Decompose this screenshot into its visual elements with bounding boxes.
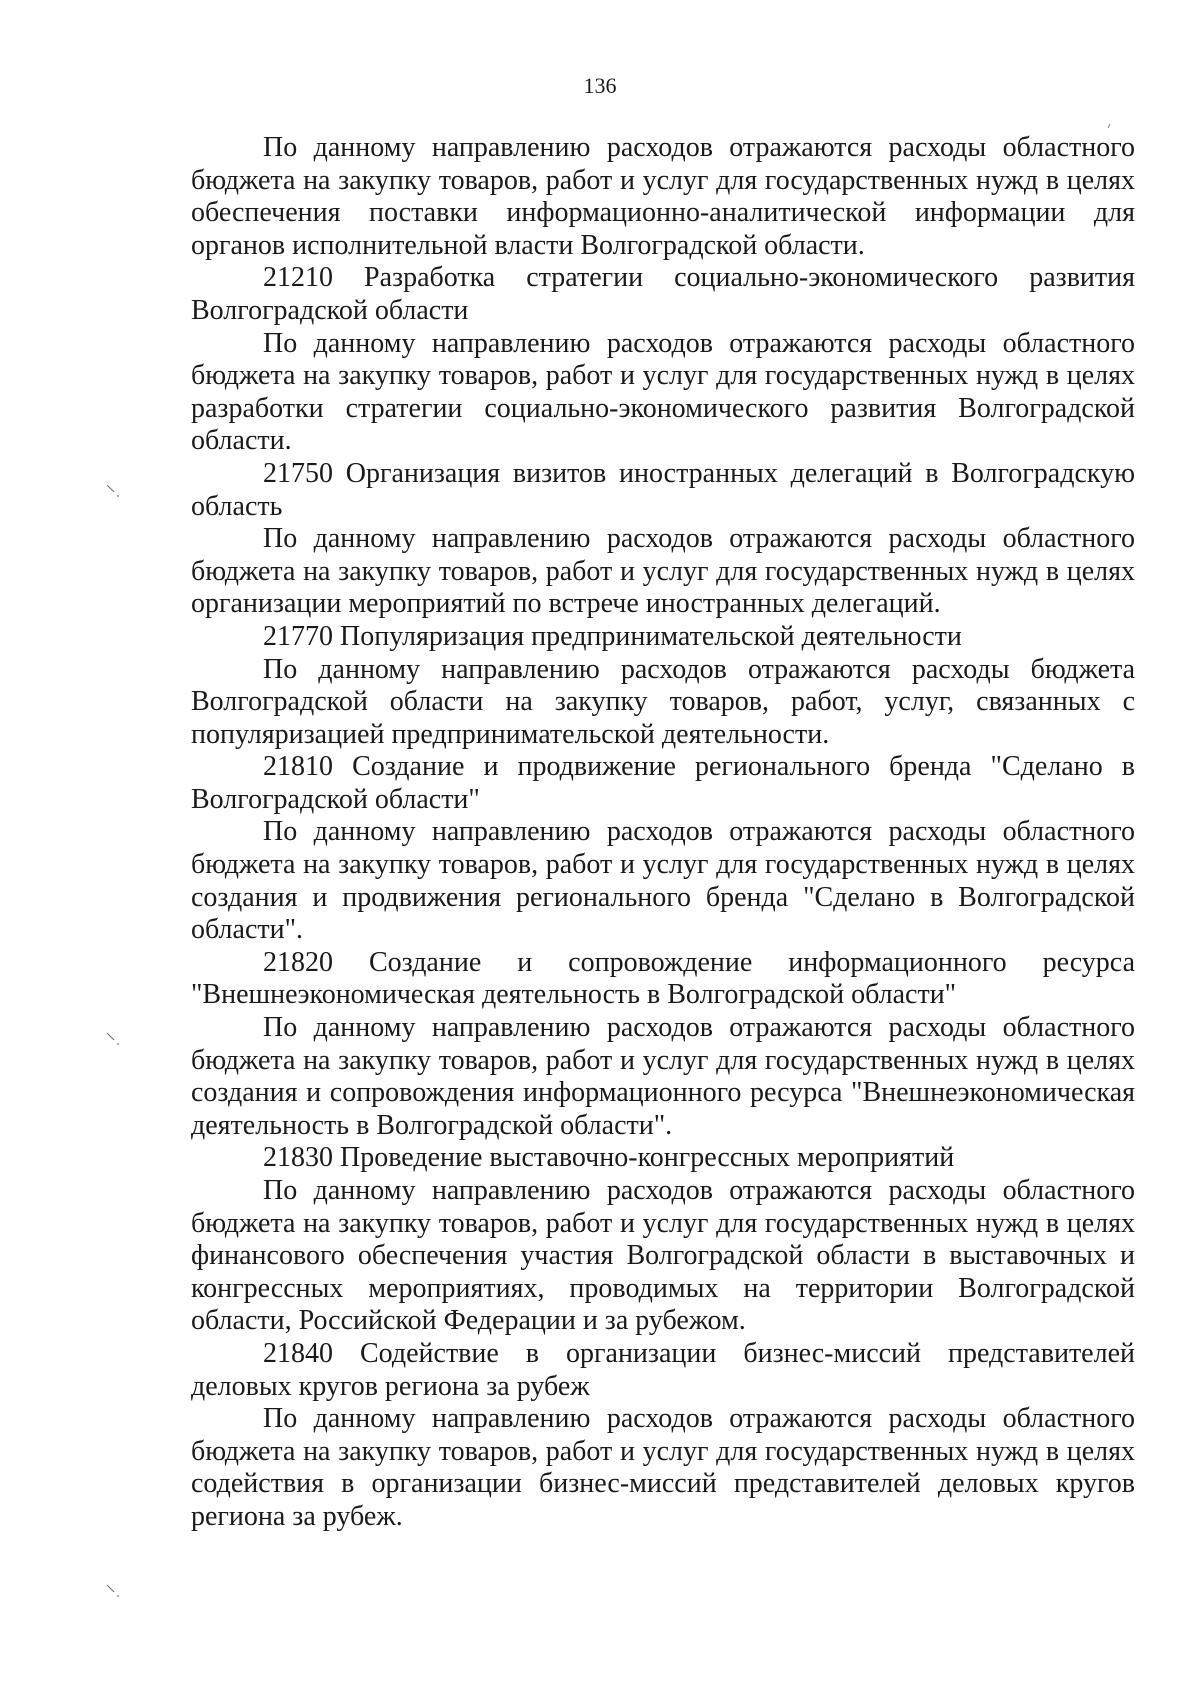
expense-description: По данному направлению расходов отражаются расходы областного бюджета на закупку товаров, работ и услуг для государственных нужд в целях создания и сопровождения информационного ресурса "Внешнеэкономическая деятельность в Волгоградской области". (191, 1012, 1135, 1141)
expense-heading-21750: 21750 Организация визитов иностранных делегаций в Волгоградскую область (191, 457, 1135, 522)
expense-heading-21210: 21210 Разработка стратегии социально-экономического развития Волгоградской области (191, 262, 1135, 326)
expense-description: По данному направлению расходов отражаются расходы бюджета Волгоградской области на закупку товаров, работ, услуг, связанных с популяризацией предпринимательской деятельности. (191, 653, 1135, 750)
expense-description: По данному направлению расходов отражаются расходы областного бюджета на закупку товаров, работ и услуг для государственных нужд в целях содействия в организации бизнес-миссий представителей деловых кругов региона за рубеж. (191, 1403, 1135, 1532)
expense-heading-21770: 21770 Популяризация предпринимательской деятельности (263, 620, 962, 652)
scan-mark (105, 482, 125, 502)
expense-description: По данному направлению расходов отражаются расходы областного бюджета на закупку товаров, работ и услуг для государственных нужд в целях создания и продвижения регионального бренда "Сделано в Волгоградской области". (191, 816, 1135, 946)
expense-description: По данному направлению расходов отражаются расходы областного бюджета на закупку товаров, работ и услуг для государственных нужд в целях организации мероприятий по встрече иностранных делегаций. (191, 523, 1135, 620)
expense-description: По данному направлению расходов отражаются расходы областного бюджета на закупку товаров, работ и услуг для государственных нужд в целях финансового обеспечения участия Волгоградской области в выставочных и конгрессных мероприятиях, проводимых на территории Волгоградской области, Российской Федерации и за рубежом. (191, 1175, 1135, 1337)
expense-description: По данному направлению расходов отражаются расходы областного бюджета на закупку товаров, работ и услуг для государственных нужд в целях обеспечения поставки информационно-аналитической информации для органов исполнительной власти Волгоградской области. (191, 132, 1135, 261)
expense-heading-21810: 21810 Создание и продвижение регионального бренда "Сделано в Волгоградской области" (191, 751, 1135, 815)
page-number: 136 (583, 73, 617, 98)
expense-heading-21830: 21830 Проведение выставочно-конгрессных мероприятий (263, 1142, 955, 1174)
scan-mark (105, 1582, 125, 1602)
document-body (191, 132, 1135, 1534)
expense-heading-21840: 21840 Содействие в организации бизнес-миссий представителей деловых кругов региона за рубеж (191, 1337, 1135, 1402)
expense-heading-21820: 21820 Создание и сопровождение информационного ресурса "Внешнеэкономическая деятельность в Волгоградской области" (191, 946, 1135, 1011)
expense-description: По данному направлению расходов отражаются расходы областного бюджета на закупку товаров, работ и услуг для государственных нужд в целях разработки стратегии социально-экономического развития Волгоградской области. (191, 327, 1135, 457)
scan-mark (105, 1030, 125, 1050)
scan-mark (1100, 118, 1120, 138)
